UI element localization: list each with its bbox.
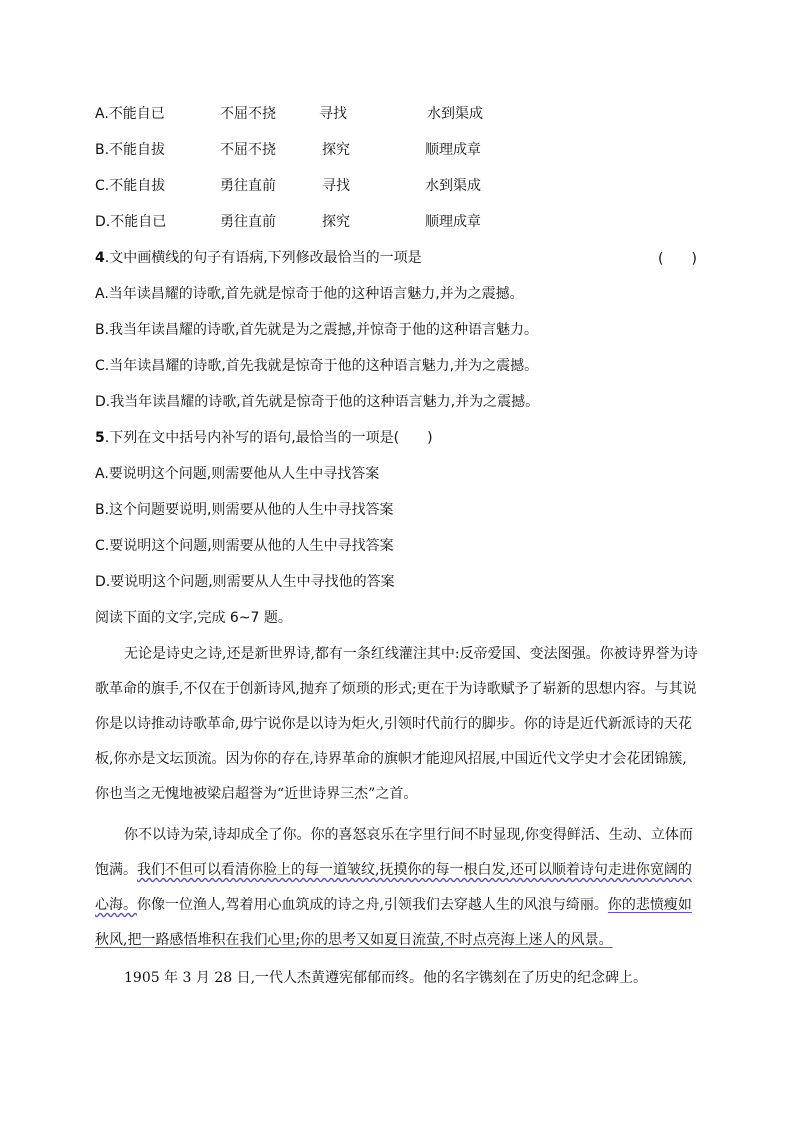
question-number: 5 (95, 430, 105, 446)
option-word-4: 顺理成章 (425, 142, 481, 158)
q4-stem (95, 248, 422, 268)
passage-p2-line-3 (95, 895, 692, 915)
option-word-4: 顺理成章 (425, 214, 481, 230)
passage-p2-line-2 (95, 860, 692, 880)
passage-p3: 1905 年 3 月 28 日,一代人杰黄遵宪郁郁而终。他的名字镌刻在了历史的纪念碑上。 (124, 970, 648, 986)
q4-option-a[interactable]: A.当年读昌耀的诗歌,首先就是惊奇于他的这种语言魅力,并为之震撼。 (95, 286, 524, 302)
q5-option-c[interactable]: C.要说明这个问题,则需要从他的人生中寻找答案 (95, 538, 394, 554)
wavy-underlined-sentence-end: 心海。 (95, 897, 137, 913)
passage-p1-line-4: 板,你亦是文坛顶流。因为你的存在,诗界革命的旗帜才能迎风招展,中国近代文学史才会花团锦簇, (95, 751, 687, 767)
option-word-3: 探究 (322, 214, 350, 230)
question-text: .文中画横线的句子有语病,下列修改最恰当的一项是 (104, 250, 422, 266)
q5-option-a[interactable]: A.要说明这个问题,则需要他从人生中寻找答案 (95, 466, 380, 482)
q4-option-c[interactable]: C.当年读昌耀的诗歌,首先我就是惊奇于他的这种语言魅力,并为之震撼。 (95, 358, 539, 374)
passage-p1-line-5: 你也当之无愧地被梁启超誉为“近世诗界三杰”之首。 (95, 786, 418, 802)
question-number: 4 (95, 250, 105, 266)
passage-p2-line-1: 你不以诗为荣,诗却成全了你。你的喜怒哀乐在字里行间不时显现,你变得鲜活、生动、立体而 (124, 827, 693, 843)
q4-option-d[interactable]: D.我当年读昌耀的诗歌,首先就是惊奇于他的这种语言魅力,并为之震撼。 (95, 394, 540, 410)
plain-text: 饱满。 (95, 862, 137, 878)
option-label: D.不能自已 (95, 214, 167, 230)
q4-answer-paren[interactable]: ( ) (658, 251, 697, 267)
passage-p2-line-4 (95, 930, 613, 950)
option-word-3: 寻找 (319, 106, 347, 122)
option-word-3: 寻找 (322, 178, 350, 194)
underlined-sentence: 你的悲愤瘦如 (607, 897, 692, 913)
passage-p1-line-3: 你是以诗推动诗歌革命,毋宁说你是以诗为炬火,引领时代前行的脚步。你的诗是近代新派诗的天花 (95, 716, 692, 732)
wavy-underlined-sentence: 我们不但可以看清你脸上的每一道皱纹,抚摸你的每一根白发,还可以顺着诗句走进你宽阔的 (137, 862, 692, 878)
passage-p1-line-2: 歌革命的旗手,不仅在于创新诗风,抛弃了烦琐的形式;更在于为诗歌赋予了崭新的思想内容。与其说 (95, 681, 697, 697)
reading-instruction: 阅读下面的文字,完成 6~7 题。 (95, 610, 292, 626)
q4-option-b[interactable]: B.我当年读昌耀的诗歌,首先就是为之震撼,并惊奇于他的这种语言魅力。 (95, 322, 538, 338)
option-word-2: 不屈不挠 (220, 106, 276, 122)
q5-option-d[interactable]: D.要说明这个问题,则需要从人生中寻找他的答案 (95, 574, 395, 590)
underlined-sentence-end: 秋风,把一路感悟堆积在我们心里;你的思考又如夏日流萤,不时点亮海上迷人的风景。 (95, 932, 613, 948)
option-word-2: 勇往直前 (220, 214, 276, 230)
option-word-2: 不屈不挠 (220, 142, 276, 158)
passage-p1-line-1: 无论是诗史之诗,还是新世界诗,都有一条红线灌注其中:反帝爱国、变法图强。你被诗界誉为诗 (124, 646, 698, 662)
option-label: A.不能自已 (95, 106, 165, 122)
option-word-2: 勇往直前 (220, 178, 276, 194)
q5-option-b[interactable]: B.这个问题要说明,则需要从他的人生中寻找答案 (95, 502, 394, 518)
question-text: .下列在文中括号内补写的语句,最恰当的一项是( ) (104, 430, 433, 446)
option-word-3: 探究 (322, 142, 350, 158)
option-label: B.不能自拔 (95, 142, 166, 158)
option-word-4: 水到渠成 (427, 106, 483, 122)
option-label: C.不能自拔 (95, 178, 166, 194)
plain-text: 你像一位渔人,驾着用心血筑成的诗之舟,引领我们去穿越人生的风浪与绮丽。 (137, 897, 608, 913)
q5-stem (95, 428, 433, 448)
option-word-4: 水到渠成 (425, 178, 481, 194)
